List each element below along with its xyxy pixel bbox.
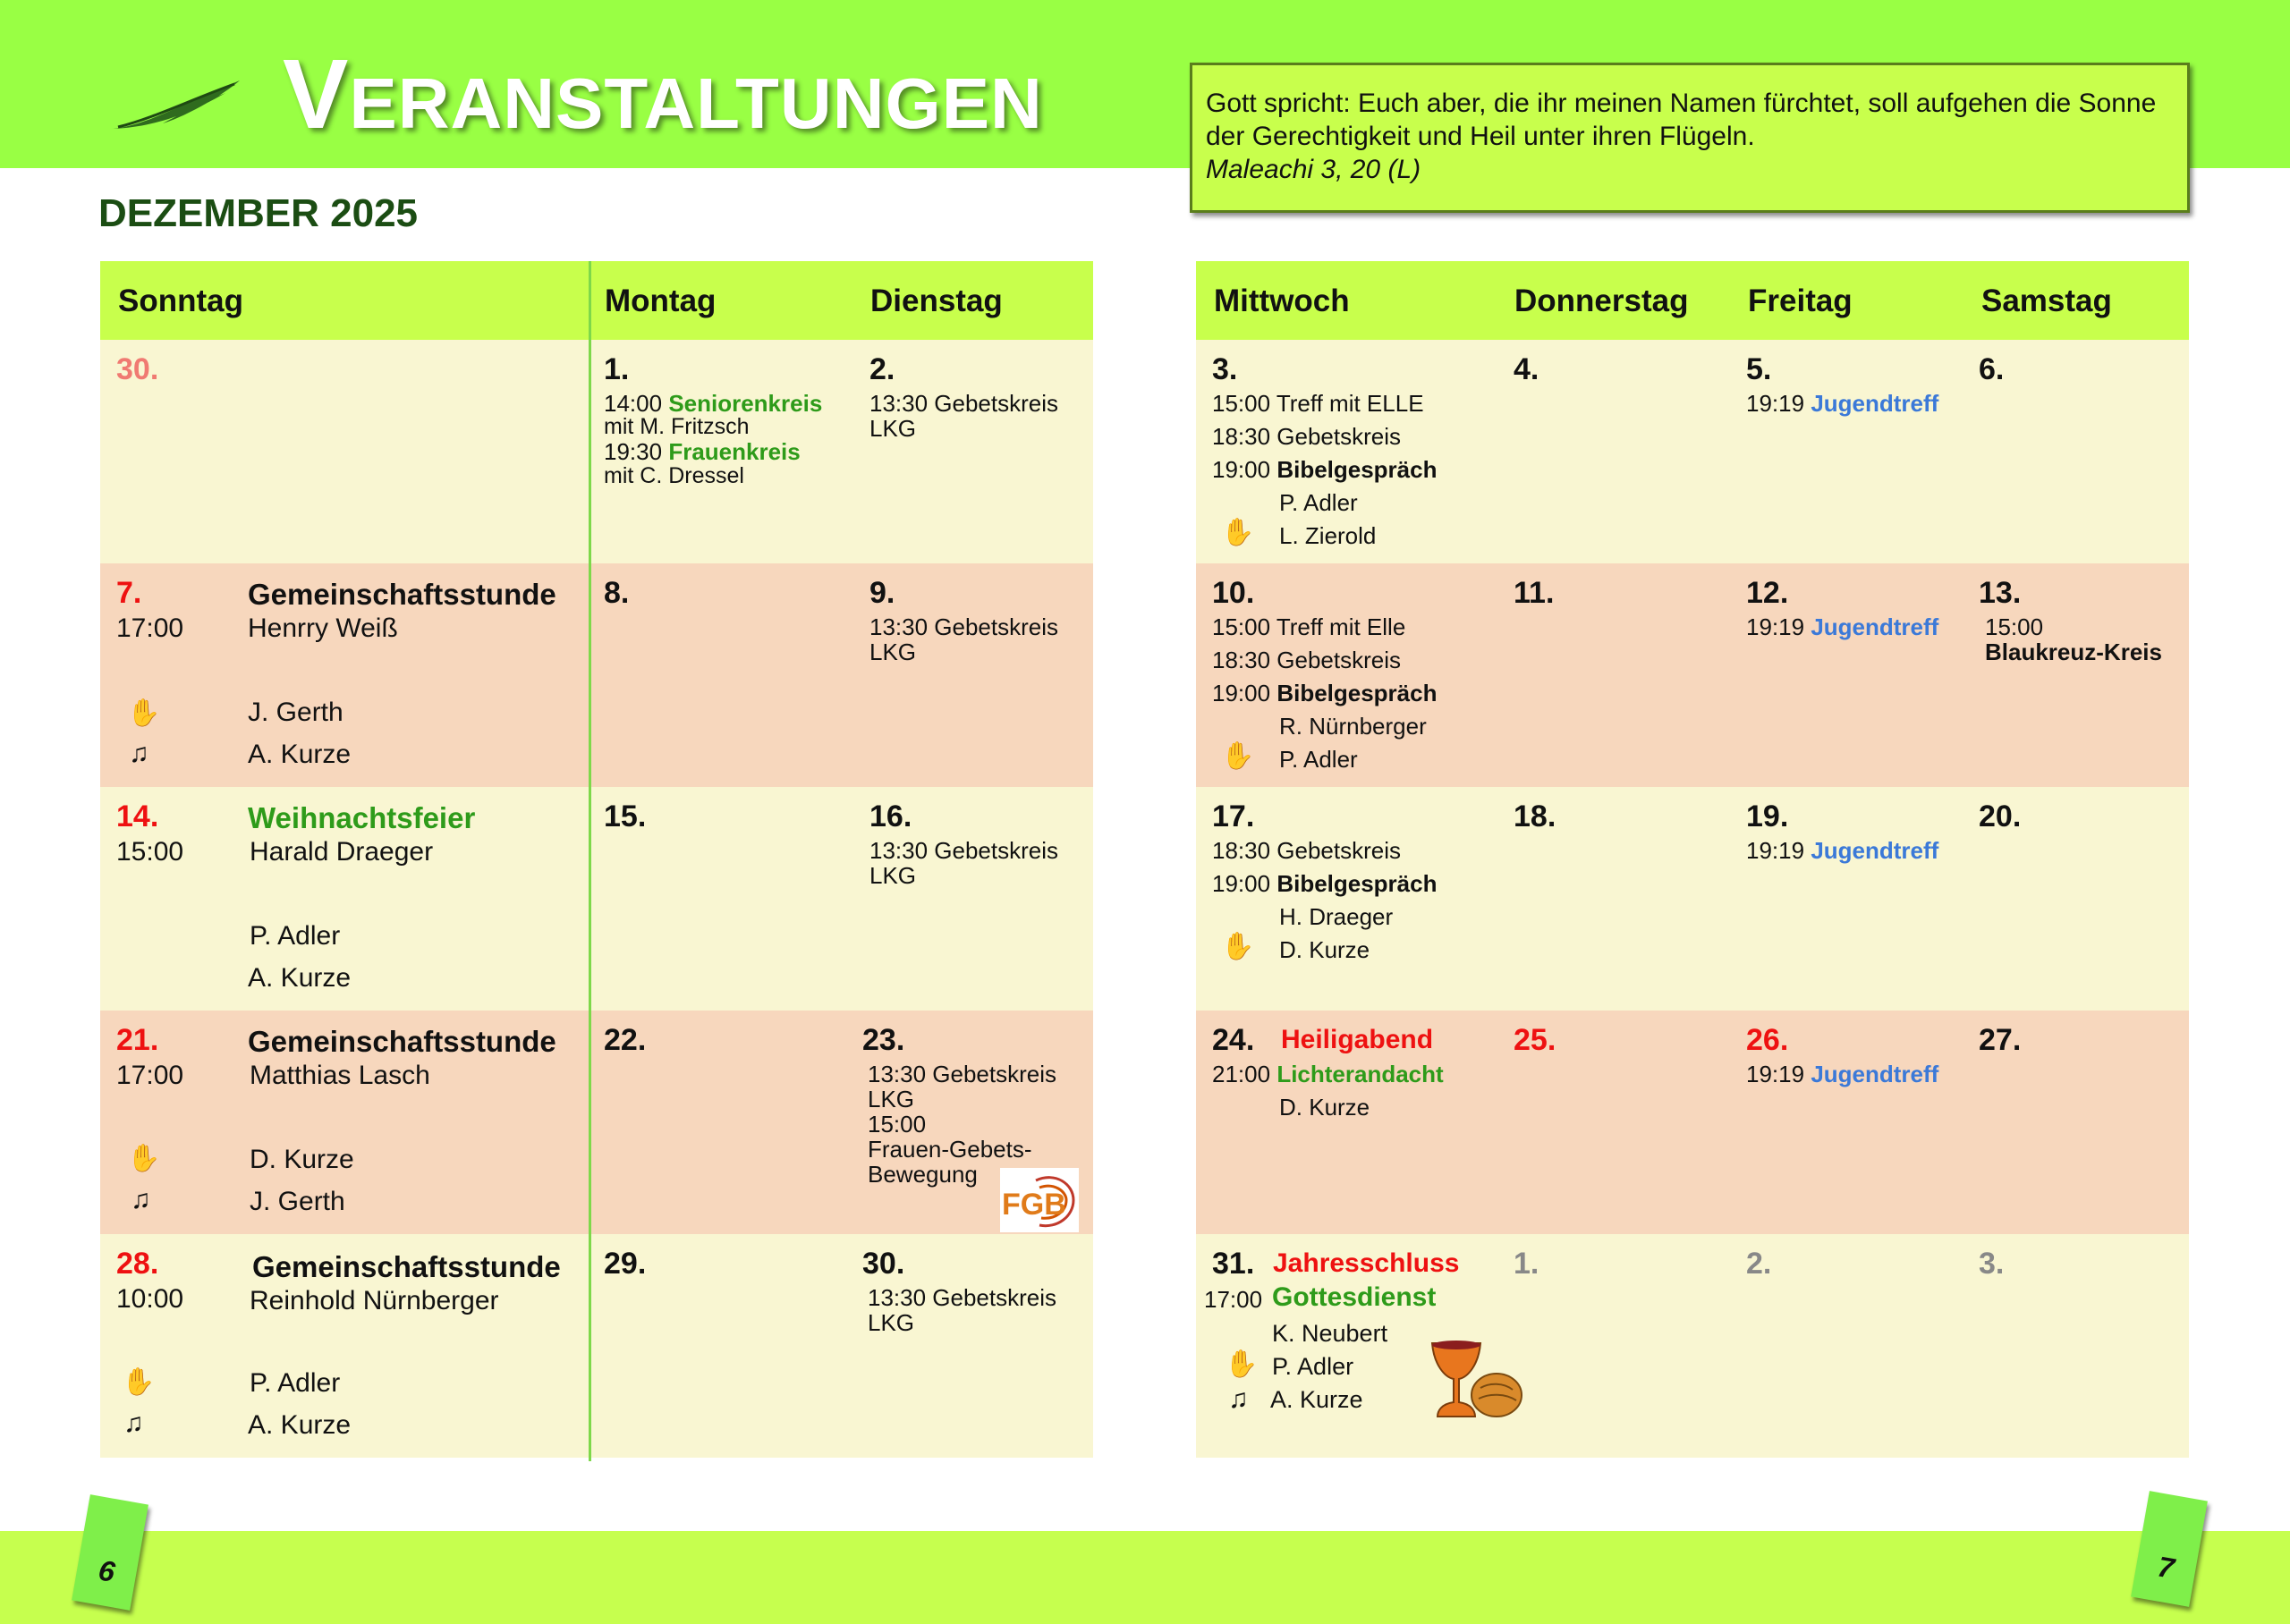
- event-time: 10:00: [116, 1284, 184, 1314]
- event-time: 15:00: [116, 837, 184, 867]
- speaker: Harald Draeger: [250, 837, 434, 867]
- event-line: 19:30 Frauenkreis: [604, 438, 801, 465]
- event-line: 14:00 Seniorenkreis: [604, 390, 823, 417]
- day-number: 15.: [604, 799, 647, 833]
- hand-icon: ✋: [1221, 741, 1255, 771]
- event-line: Bewegung: [868, 1161, 978, 1188]
- person-line: A. Kurze: [1270, 1386, 1363, 1413]
- week-row-left: [100, 787, 1093, 1011]
- person-line: L. Zierold: [1279, 522, 1377, 549]
- person-line: D. Kurze: [250, 1145, 354, 1174]
- music-note-icon: ♫: [131, 1185, 151, 1214]
- event-seniorenkreis: Seniorenkreis: [668, 390, 823, 417]
- event-line: mit M. Fritzsch: [604, 414, 750, 439]
- person-line: P. Adler: [250, 1368, 341, 1398]
- day-number: 9.: [869, 576, 895, 610]
- event-line: LKG: [868, 1086, 915, 1112]
- event-line: 18:30 Gebetskreis: [1212, 647, 1402, 673]
- person-line: P. Adler: [1279, 489, 1358, 516]
- event-line: 19:19 Jugendtreff: [1746, 613, 1939, 640]
- week-row-left: [100, 563, 1093, 787]
- week-row-left: [100, 1234, 1093, 1458]
- weekday-montag: Montag: [605, 283, 717, 318]
- hand-icon: ✋: [122, 1367, 156, 1397]
- page-number-left: 6: [72, 1494, 148, 1611]
- month-heading: DEZEMBER 2025: [98, 191, 419, 235]
- day-number: 3.: [1979, 1247, 2005, 1281]
- day-number: 26.: [1746, 1023, 1789, 1057]
- event-time: 17:00: [1204, 1286, 1263, 1313]
- day-number: 4.: [1514, 352, 1539, 386]
- event-line: LKG: [869, 639, 917, 665]
- event-line: LKG: [869, 862, 917, 889]
- day-number: 17.: [1212, 799, 1255, 833]
- weekday-sonntag: Sonntag: [118, 283, 243, 318]
- left-table-header: [100, 261, 1093, 340]
- event-line: 15:00: [868, 1111, 927, 1138]
- event-jugendtreff: Jugendtreff: [1811, 390, 1939, 417]
- person-line: K. Neubert: [1272, 1320, 1388, 1347]
- speaker: Matthias Lasch: [250, 1061, 430, 1090]
- day-number: 30.: [116, 352, 159, 386]
- person-line: A. Kurze: [248, 740, 352, 769]
- event-line: 13:30 Gebetskreis: [869, 613, 1059, 640]
- event-title: Gemeinschaftsstunde: [252, 1250, 561, 1283]
- music-note-icon: ♫: [123, 1408, 144, 1438]
- day-number: 7.: [116, 576, 142, 610]
- hand-icon: ✋: [1221, 932, 1255, 961]
- event-title: Jahresschluss: [1273, 1248, 1460, 1278]
- person-line: H. Draeger: [1279, 903, 1394, 930]
- person-line: J. Gerth: [248, 698, 344, 727]
- event-line: 19:00 Bibelgespräch: [1212, 680, 1438, 706]
- day-number: 31.: [1212, 1247, 1255, 1281]
- event-title: Gemeinschaftsstunde: [248, 1025, 556, 1058]
- day-number: 18.: [1514, 799, 1556, 833]
- hand-icon: ✋: [127, 698, 161, 728]
- speaker: Henrry Weiß: [248, 613, 398, 643]
- week-row-left: [100, 1011, 1093, 1234]
- event-line: 18:30 Gebetskreis: [1212, 423, 1402, 450]
- event-line: 15:00 Treff mit Elle: [1212, 613, 1406, 640]
- event-title: Blaukreuz-Kreis: [1985, 639, 2162, 665]
- event-title: Weihnachtsfeier: [248, 801, 476, 834]
- event-line: 19:19 Jugendtreff: [1746, 1061, 1939, 1087]
- event-lichterandacht: Lichterandacht: [1276, 1061, 1444, 1087]
- page-title: VERANSTALTUNGEN: [283, 39, 1043, 149]
- weekday-donnerstag: Donnerstag: [1514, 283, 1689, 318]
- hand-icon: ✋: [127, 1144, 161, 1173]
- person-line: A. Kurze: [248, 1410, 352, 1440]
- event-time: 17:00: [116, 613, 184, 643]
- event-line: 21:00 Lichterandacht: [1212, 1061, 1444, 1087]
- day-number: 23.: [862, 1023, 905, 1057]
- day-number: 25.: [1514, 1023, 1556, 1057]
- event-line: mit C. Dressel: [604, 463, 744, 488]
- event-line: 18:30 Gebetskreis: [1212, 837, 1402, 864]
- weekday-samstag: Samstag: [1981, 283, 2112, 318]
- person-line: P. Adler: [1272, 1353, 1354, 1380]
- column-divider: [589, 261, 591, 1461]
- day-number: 16.: [869, 799, 912, 833]
- verse-text: Gott spricht: Euch aber, die ihr meinen Namen fürchtet, soll aufgehen die Sonne der Gerechtigkeit und Heil unter ihren Flügeln.: [1206, 89, 2157, 151]
- week-row-right: [1196, 340, 2189, 563]
- weekday-dienstag: Dienstag: [870, 283, 1003, 318]
- music-note-icon: ♫: [1228, 1384, 1249, 1414]
- verse-reference: Maleachi 3, 20 (L): [1206, 155, 1421, 184]
- weekday-mittwoch: Mittwoch: [1214, 283, 1350, 318]
- person-line: J. Gerth: [250, 1187, 345, 1216]
- day-number: 1.: [1514, 1247, 1539, 1281]
- week-row-right: [1196, 1234, 2189, 1458]
- event-line: LKG: [869, 415, 917, 442]
- day-number: 2.: [1746, 1247, 1772, 1281]
- event-line: 13:30 Gebetskreis: [869, 837, 1059, 864]
- event-line: 13:30 Gebetskreis: [868, 1061, 1057, 1087]
- day-number: 19.: [1746, 799, 1789, 833]
- chalice-bread-icon: [1427, 1338, 1525, 1427]
- event-line: 19:19 Jugendtreff: [1746, 837, 1939, 864]
- day-number: 21.: [116, 1023, 159, 1057]
- right-table-header: [1196, 261, 2189, 340]
- event-jugendtreff: Jugendtreff: [1811, 613, 1939, 640]
- event-jugendtreff: Jugendtreff: [1811, 837, 1939, 864]
- day-number: 14.: [116, 799, 159, 833]
- person-line: D. Kurze: [1279, 1094, 1370, 1121]
- day-number: 28.: [116, 1247, 159, 1281]
- day-number: 8.: [604, 576, 630, 610]
- bottom-band: [0, 1531, 2290, 1624]
- event-line: 19:00 Bibelgespräch: [1212, 870, 1438, 897]
- event-time: 15:00: [1985, 613, 2044, 640]
- day-number: 24.: [1212, 1023, 1255, 1057]
- day-number: 13.: [1979, 576, 2022, 610]
- person-line: D. Kurze: [1279, 936, 1370, 963]
- speaker: Reinhold Nürnberger: [250, 1286, 499, 1315]
- event-line: LKG: [868, 1309, 915, 1336]
- event-line: 13:30 Gebetskreis: [868, 1284, 1057, 1311]
- music-note-icon: ♫: [129, 739, 149, 768]
- hand-icon: ✋: [1221, 518, 1255, 547]
- day-number: 29.: [604, 1247, 647, 1281]
- event-frauenkreis: Frauenkreis: [668, 438, 801, 465]
- person-line: R. Nürnberger: [1279, 713, 1427, 740]
- svg-text:FGB: FGB: [1002, 1188, 1066, 1222]
- event-line: 19:19 Jugendtreff: [1746, 390, 1939, 417]
- day-number: 20.: [1979, 799, 2022, 833]
- event-jugendtreff: Jugendtreff: [1811, 1061, 1939, 1087]
- verse-box: [1190, 63, 2190, 213]
- fgb-logo: [1000, 1168, 1079, 1232]
- hand-icon: ✋: [1225, 1349, 1259, 1379]
- weekday-freitag: Freitag: [1748, 283, 1853, 318]
- day-number: 2.: [869, 352, 895, 386]
- page-number-right: 7: [2131, 1491, 2208, 1607]
- week-row-left: [100, 340, 1093, 563]
- day-number: 10.: [1212, 576, 1255, 610]
- event-line: 19:00 Bibelgespräch: [1212, 456, 1438, 483]
- day-number: 11.: [1514, 576, 1555, 610]
- day-number: 3.: [1212, 352, 1238, 386]
- day-number: 5.: [1746, 352, 1772, 386]
- week-row-right: [1196, 563, 2189, 787]
- event-title: Heiligabend: [1281, 1025, 1434, 1054]
- person-line: A. Kurze: [248, 963, 352, 993]
- day-number: 6.: [1979, 352, 2005, 386]
- day-number: 30.: [862, 1247, 905, 1281]
- event-line: 15:00 Treff mit ELLE: [1212, 390, 1424, 417]
- brush-stroke-icon: [109, 73, 243, 136]
- person-line: P. Adler: [250, 921, 341, 951]
- event-title: Gemeinschaftsstunde: [248, 578, 556, 611]
- event-line: Frauen-Gebets-: [868, 1136, 1032, 1163]
- event-gottesdienst: Gottesdienst: [1272, 1282, 1437, 1312]
- day-number: 1.: [604, 352, 630, 386]
- day-number: 22.: [604, 1023, 647, 1057]
- person-line: P. Adler: [1279, 746, 1358, 773]
- event-line: 13:30 Gebetskreis: [869, 390, 1059, 417]
- day-number: 27.: [1979, 1023, 2022, 1057]
- event-time: 17:00: [116, 1061, 184, 1090]
- day-number: 12.: [1746, 576, 1789, 610]
- week-row-right: [1196, 787, 2189, 1011]
- week-row-right: [1196, 1011, 2189, 1234]
